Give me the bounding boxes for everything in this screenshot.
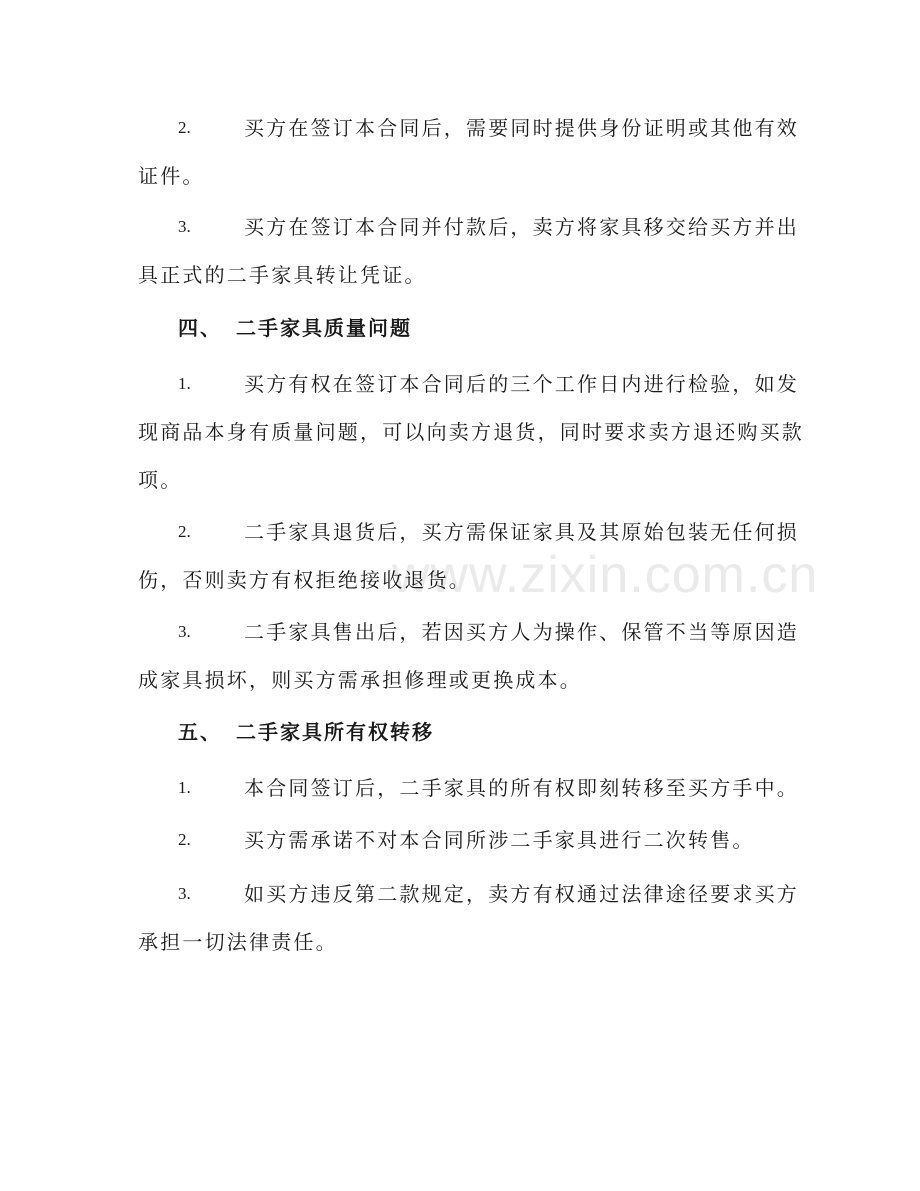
section-number: 五、 (178, 720, 222, 744)
item-text-line: 买方有权在签订本合同后的三个工作日内进行检验，如发 (244, 372, 799, 396)
section-title: 二手家具所有权转移 (236, 720, 434, 744)
item-text-line: 买方需承诺不对本合同所涉二手家具进行二次转售。 (244, 828, 755, 852)
item-number: 1. (178, 374, 191, 393)
item-text-line: 本合同签订后，二手家具的所有权即刻转移至买方手中。 (244, 776, 799, 800)
item-number: 1. (178, 778, 191, 797)
item-text-line: 二手家具退货后，买方需保证家具及其原始包装无任何损 (244, 520, 799, 544)
list-item (138, 508, 798, 604)
item-text-line: 买方在签订本合同并付款后，卖方将家具移交给买方并出 (244, 215, 799, 239)
item-text-line: 项。 (138, 468, 183, 492)
section-title: 二手家具质量问题 (236, 316, 412, 340)
item-text-line: 现商品本身有质量问题，可以向卖方退货，同时要求卖方退还购买款 (138, 420, 804, 444)
item-text-line: 成家具损坏，则买方需承担修理或更换成本。 (138, 668, 582, 692)
list-item (138, 608, 798, 704)
item-text-line: 买方在签订本合同后，需要同时提供身份证明或其他有效 (244, 116, 799, 140)
list-item (138, 104, 798, 200)
watermark: www.zixin.com.cn (392, 546, 819, 604)
section-heading (178, 708, 434, 756)
item-text-line: 承担一切法律责任。 (138, 930, 338, 954)
list-item (138, 870, 798, 966)
item-number: 3. (178, 217, 191, 236)
list-item (138, 764, 798, 812)
item-text-line: 伤，否则卖方有权拒绝接收退货。 (138, 568, 471, 592)
item-number: 3. (178, 622, 191, 641)
item-number: 2. (178, 830, 191, 849)
item-number: 2. (178, 522, 191, 541)
item-text-line: 二手家具售出后，若因买方人为操作、保管不当等原因造 (244, 620, 799, 644)
list-item (138, 816, 798, 864)
list-item (138, 203, 798, 299)
item-number: 3. (178, 884, 191, 903)
item-text-line: 具正式的二手家具转让凭证。 (138, 263, 427, 287)
item-text-line: 证件。 (138, 164, 205, 188)
list-item (138, 360, 804, 504)
section-number: 四、 (178, 316, 222, 340)
item-number: 2. (178, 118, 191, 137)
item-text-line: 如买方违反第二款规定，卖方有权通过法律途径要求买方 (244, 882, 799, 906)
section-heading (178, 304, 412, 352)
